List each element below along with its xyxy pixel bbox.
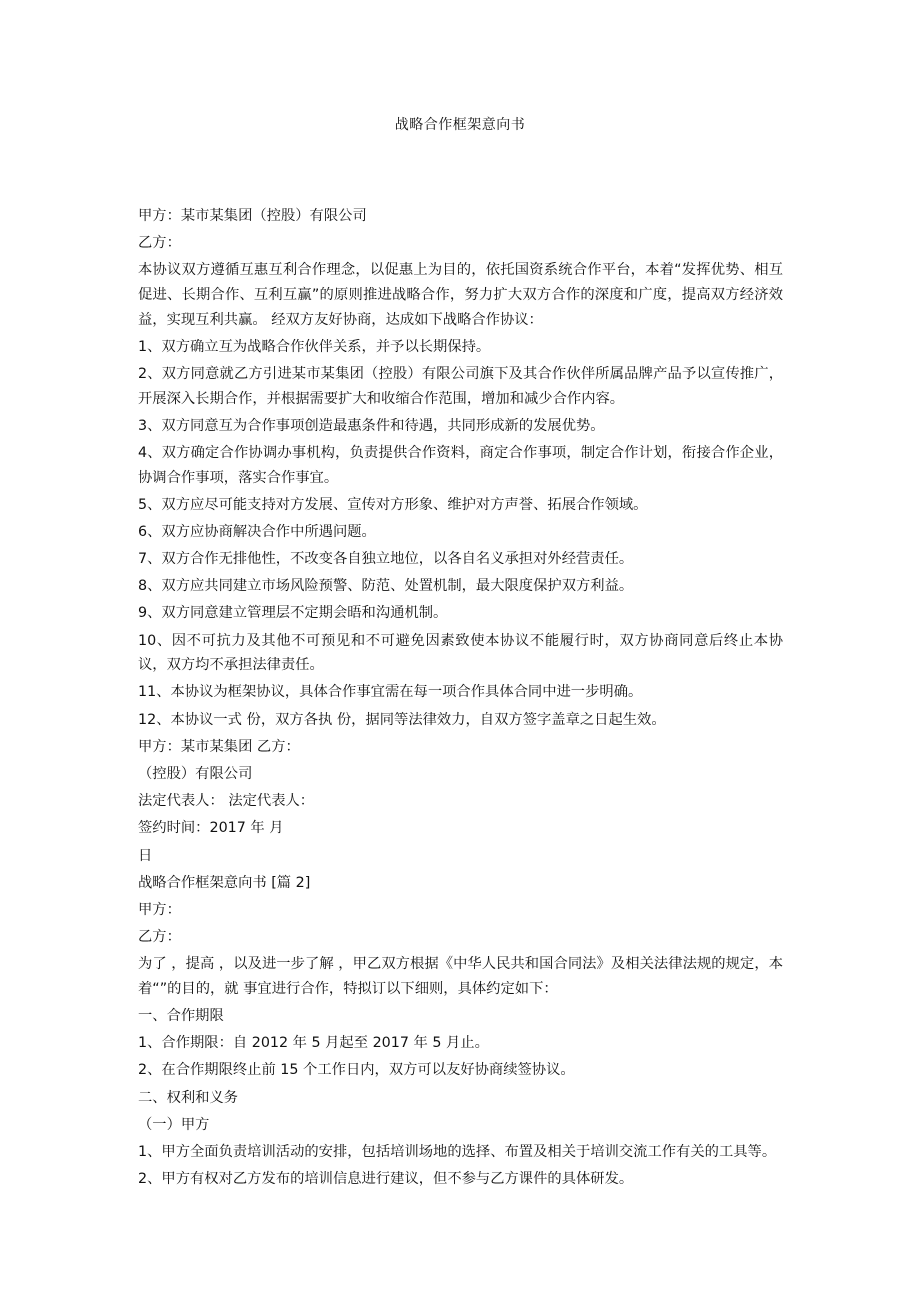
clause-4: 4、双方确定合作协调办事机构，负责提供合作资料，商定合作事项，制定合作计划，衔接合作企业，协调合作事项，落实合作事宜。	[138, 444, 783, 486]
clause-11: 11、本协议为框架协议，具体合作事宜需在每一项合作具体合同中进一步明确。	[138, 684, 643, 701]
section-2-heading: 战略合作框架意向书 [篇 2]	[138, 874, 311, 891]
signing-date-day: 日	[138, 847, 153, 864]
preamble-paragraph: 本协议双方遵循互惠互利合作理念，以促惠上为目的，依托国资系统合作平台，本着“发挥优势、相互促进、长期合作、互利互赢”的原则推进战略合作，努力扩大双方合作的深度和广度，提高双方经济效益，实现互利共赢。 经双方友好协商，达成如下战略合作协议：	[138, 262, 783, 328]
term-item-1: 1、合作期限：自 2012 年 5 月起至 2017 年 5 月止。	[138, 1035, 489, 1052]
signature-company-line: （控股）有限公司	[138, 765, 253, 782]
clause-3: 3、双方同意互为合作事项创造最惠条件和待遇，共同形成新的发展优势。	[138, 417, 605, 434]
subheading-party-a: （一）甲方	[138, 1116, 210, 1133]
clause-2: 2、双方同意就乙方引进某市某集团（控股）有限公司旗下及其合作伙伴所属品牌产品予以宣传推广，开展深入长期合作，并根据需要扩大和收缩合作范围，增加和减少合作内容。	[138, 365, 783, 407]
clause-7: 7、双方合作无排他性，不改变各自独立地位，以各自名义承担对外经营责任。	[138, 551, 634, 568]
clause-1: 1、双方确立互为战略合作伙伴关系，并予以长期保持。	[138, 338, 491, 355]
section-2-party-a: 甲方：	[138, 901, 181, 918]
clause-5: 5、双方应尽可能支持对方发展、宣传对方形象、维护对方声誉、拓展合作领域。	[138, 496, 648, 513]
signing-date-line: 签约时间：2017 年 月	[138, 820, 284, 837]
clause-8: 8、双方应共同建立市场风险预警、防范、处置机制，最大限度保护双方利益。	[138, 578, 634, 595]
party-a-duty-1: 1、甲方全面负责培训活动的安排，包括培训场地的选择、布置及相关于培训交流工作有关的工具等。	[138, 1144, 777, 1160]
signature-parties-line: 甲方：某市某集团 乙方：	[138, 738, 300, 755]
heading-rights-obligations: 二、权利和义务	[138, 1089, 239, 1106]
document-body	[138, 204, 783, 1194]
heading-cooperation-term: 一、合作期限	[138, 1008, 224, 1025]
section-2-preamble: 为了 ，提高 ，以及进一步了解 ，甲乙双方根据《中华人民共和国合同法》及相关法律法规的规定，本着“”的目的，就 事宜进行合作，特拟订以下细则，具体约定如下：	[138, 956, 783, 997]
term-item-2: 2、在合作期限终止前 15 个工作日内，双方可以友好协商续签协议。	[138, 1062, 575, 1079]
section-2-party-b: 乙方：	[138, 929, 181, 946]
clause-10: 10、因不可抗力及其他不可预见和不可避免因素致使本协议不能履行时，双方协商同意后终止本协议，双方均不承担法律责任。	[138, 632, 783, 674]
party-b-line: 乙方：	[138, 235, 181, 252]
party-a-duty-2: 2、甲方有权对乙方发布的培训信息进行建议，但不参与乙方课件的具体研发。	[138, 1171, 634, 1188]
legal-representative-line: 法定代表人： 法定代表人：	[138, 793, 315, 810]
clause-12: 12、本协议一式 份，双方各执 份，据同等法律效力，自双方签字盖章之日起生效。	[138, 711, 666, 728]
document-title: 战略合作框架意向书	[394, 117, 526, 133]
clause-9: 9、双方同意建立管理层不定期会晤和沟通机制。	[138, 605, 448, 622]
party-a-line: 甲方：某市某集团（控股）有限公司	[138, 208, 367, 224]
clause-6: 6、双方应协商解决合作中所遇问题。	[138, 523, 376, 540]
